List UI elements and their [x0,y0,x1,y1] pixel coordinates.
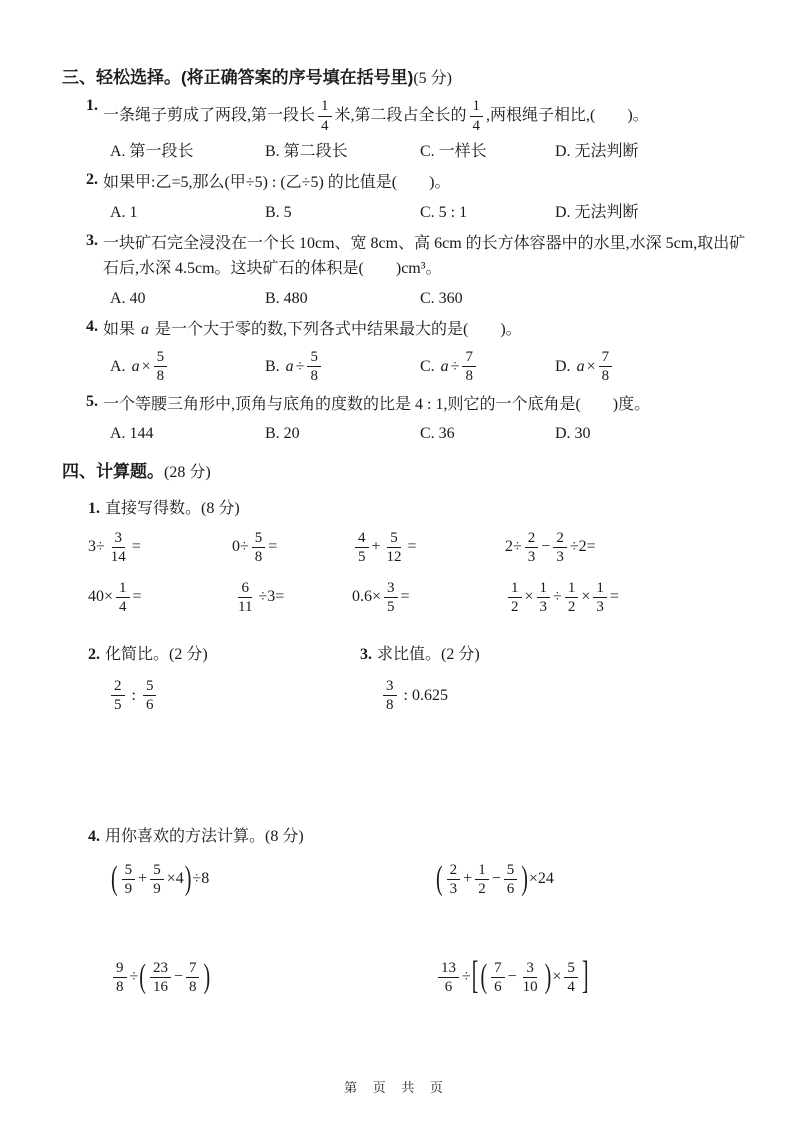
fraction-denominator: 2 [478,881,486,898]
fraction [384,580,398,616]
ratio-value-expression [380,677,747,715]
text: : [127,686,140,704]
option-b [265,201,420,225]
fraction-denominator: 9 [153,881,161,898]
section-three-title: 三、轻松选择。(将正确答案的序号填在括号里) [62,68,414,87]
option-c [420,422,555,446]
fraction [154,349,168,385]
question-1 [62,97,747,135]
option-c [420,201,555,225]
fraction-denominator: 6 [494,979,502,996]
question-number: 5. [86,392,98,410]
options-row-2 [62,201,747,225]
text: A. [110,357,130,375]
fraction [593,580,607,616]
fraction [565,580,579,616]
text: C. 360 [420,289,463,307]
text: D. [555,357,575,375]
fraction [307,349,321,385]
question-3 [62,232,747,282]
fraction [491,960,505,996]
fraction [537,580,551,616]
fraction-numerator: 5 [150,862,164,881]
question-number: 3. [86,232,98,250]
method-expression-2 [435,861,747,899]
option-a [110,140,265,164]
question-5 [62,393,747,418]
fraction-denominator: 3 [539,599,548,616]
simplify-ratio-expression [108,677,360,715]
fraction [470,98,484,134]
fraction-numerator: 1 [318,98,332,117]
fraction-denominator: 3 [556,549,564,566]
fraction-denominator: 4 [472,117,481,134]
fraction-numerator: 3 [112,530,126,549]
fraction-numerator: 2 [447,862,461,881]
text: 一个等腰三角形中,顶角与底角的度数的比是 4 : 1,则它的一个底角是( )度。 [103,395,651,413]
subquestion-3-heading [360,643,747,667]
fraction-numerator: 1 [508,580,522,599]
fraction-denominator: 5 [114,697,122,714]
text: A. 1 [110,204,138,222]
fraction-denominator: 14 [110,549,126,566]
text: × [524,588,534,606]
text: ÷2= [569,538,596,556]
fraction-numerator: 9 [113,960,127,979]
text: 是一个大于零的数,下列各式中结果最大的是( )。 [151,320,522,338]
math-variable: a [131,357,140,375]
fraction-denominator: 8 [156,368,165,385]
text: D. 无法判断 [555,204,639,222]
fraction-numerator: 5 [564,960,578,979]
fraction-numerator: 7 [599,349,613,368]
fraction [108,530,129,566]
subquestion-4-title: 用你喜欢的方法计算。(8 分) [105,827,304,845]
fraction-numerator: 3 [383,678,397,697]
fraction-numerator: 3 [384,580,398,599]
subquestion-3-title: 求比值。(2 分) [377,645,480,663]
section-four-heading [62,460,747,484]
text: D. 30 [555,425,591,443]
text: C. [420,357,439,375]
big-paren: ( [139,958,146,996]
text: × [581,588,591,606]
method-expression-3 [110,959,435,997]
simplify-ratio-block [88,631,360,715]
fraction-numerator: 2 [111,678,125,697]
fraction [235,580,255,616]
text: + [138,870,148,888]
text: = [407,538,417,556]
fraction-numerator: 1 [565,580,579,599]
fraction-denominator: 4 [119,599,127,616]
fraction-denominator: 8 [465,368,473,385]
subquestion-1-number: 1. [88,499,100,517]
text: B. [265,357,284,375]
section-four-score: (28 分) [164,464,211,482]
fraction [520,960,541,996]
fraction-numerator: 7 [186,960,200,979]
section-four-title: 四、计算题。 [62,462,164,482]
fraction-denominator: 6 [145,697,154,714]
fraction-numerator: 1 [537,580,551,599]
fraction-numerator: 23 [150,960,171,979]
fraction-numerator: 13 [438,960,459,979]
fraction-numerator: 3 [523,960,537,979]
text: ÷ [129,968,139,986]
fraction-denominator: 12 [386,549,402,566]
text: B. 5 [265,204,292,222]
page-footer: 第 页 共 页 [344,1080,449,1095]
fraction [508,580,522,616]
question-stem [103,318,747,343]
text: × [586,357,596,375]
fraction [462,349,476,385]
fraction-denominator: 2 [567,599,576,616]
question-number: 1. [86,97,98,115]
fraction [599,349,613,385]
text: C. 5 : 1 [420,204,468,222]
fraction-numerator: 4 [355,530,369,549]
text: : 0.625 [399,686,448,704]
fraction-denominator: 10 [522,979,538,996]
fraction [384,530,405,566]
fraction-denominator: 2 [511,599,519,616]
fraction-numerator: 2 [525,530,539,549]
text: ÷3= [258,588,285,606]
text: ÷ [295,357,305,375]
fraction-numerator: 5 [387,530,401,549]
text: + [371,538,381,556]
subquestion-2-heading [88,643,360,667]
text: 一块矿石完全浸没在一个长 10cm、宽 8cm、高 6cm 的长方体容器中的水里,水深 5cm,取出矿石后,水深 4.5cm。这块矿石的体积是( )cm³。 [103,235,746,277]
text: 如果甲:乙=5,那么(甲÷5) : (乙÷5) 的比值是( )。 [103,174,451,192]
big-paren: ( [111,860,118,898]
subquestion-4-number: 4. [88,827,100,845]
text: A. 144 [110,425,154,443]
section-three-score: (5 分) [413,70,452,87]
option-b [265,348,420,386]
fraction-denominator: 3 [527,549,536,566]
expression-2 [232,529,352,567]
options-row-5 [62,422,747,446]
fraction-numerator: 7 [491,960,505,979]
text: ,两根绳子相比,( )。 [486,106,649,124]
subquestion-1-heading [62,497,747,521]
fraction [150,862,164,898]
question-stem [103,171,747,196]
text: C. 36 [420,425,455,443]
question-stem [103,393,747,418]
math-variable: a [141,320,150,338]
option-b [265,287,420,311]
text: + [463,870,473,888]
question-number: 2. [86,171,98,189]
fraction-numerator: 5 [154,349,168,368]
big-bracket: [ [471,955,479,999]
expression-1 [88,529,232,567]
fraction [438,960,459,996]
fraction [143,678,157,714]
option-a [110,287,265,311]
fraction-denominator: 6 [444,979,453,996]
option-a [110,422,265,446]
text: = [400,588,410,606]
question-stem [103,97,747,135]
big-paren: ) [544,958,552,996]
text: 如果 [103,320,140,338]
fraction [113,960,127,996]
big-paren: ) [521,860,528,898]
text: 3÷ [88,538,105,556]
fraction [525,530,539,566]
ratio-tasks-row [62,631,747,715]
fraction-denominator: 3 [596,599,604,616]
fraction-numerator: 7 [462,349,476,368]
fraction [318,98,332,134]
text: − [491,870,501,888]
fraction [116,580,130,616]
math-variable: a [285,357,294,375]
expression-3 [352,529,505,567]
fraction-denominator: 8 [116,979,124,996]
text: × [552,968,562,986]
question-stem [103,232,747,282]
fraction [252,530,266,566]
method-expression-1 [110,861,435,899]
fraction-numerator: 5 [122,862,136,881]
fraction [553,530,567,566]
option-d [555,140,747,164]
text: B. 20 [265,425,300,443]
options-row-1 [62,140,747,164]
fraction-denominator: 11 [238,599,253,616]
fraction [504,862,518,898]
text: 米,第二段占全长的 [334,106,467,124]
expression-6 [232,579,352,617]
math-variable: a [576,357,585,375]
text: − [507,968,517,986]
subquestion-2-title: 化简比。(2 分) [105,645,208,663]
fraction [447,862,461,898]
expression-8 [505,579,747,617]
fraction [111,678,125,714]
section-three-questions [62,97,747,446]
fraction [122,862,136,898]
fraction-numerator: 1 [593,580,607,599]
section-three-heading [62,66,747,90]
text: = [268,538,278,556]
text: ÷ [462,968,471,986]
fraction-denominator: 16 [152,979,168,996]
text: 0.6× [352,588,382,606]
fraction-denominator: 4 [567,979,575,996]
text: A. 40 [110,289,146,307]
math-variable: a [440,357,449,375]
text: D. 无法判断 [555,143,639,161]
text: = [609,588,619,606]
text: B. 第二段长 [265,143,348,161]
subquestion-3-number: 3. [360,645,372,663]
options-row-3 [62,287,747,311]
fraction [355,530,369,566]
fraction-numerator: 1 [475,862,489,881]
text: − [173,968,183,986]
subquestion-4-heading [62,825,747,849]
ratio-value-block [360,631,747,715]
option-a [110,348,265,386]
fraction-denominator: 6 [506,881,515,898]
fraction-denominator: 5 [358,549,366,566]
subquestion-2-number: 2. [88,645,100,663]
option-c [420,348,555,386]
text: = [132,588,142,606]
fraction [186,960,200,996]
text: × [141,357,151,375]
fraction-denominator: 8 [386,697,394,714]
expression-7 [352,579,505,617]
big-bracket: ] [581,955,589,999]
subquestion-1-title: 直接写得数。(8 分) [105,499,240,517]
big-paren: ) [203,958,211,996]
big-paren: ) [184,860,192,898]
text: = [131,538,141,556]
fraction-numerator: 6 [238,580,252,599]
option-d [555,287,747,311]
text: ×24 [528,870,554,888]
fraction [564,960,578,996]
fraction-numerator: 5 [143,678,157,697]
text: 0÷ [232,538,249,556]
text: 一条绳子剪成了两段,第一段长 [103,106,316,124]
method-calculation-grid [62,861,747,997]
question-2 [62,171,747,196]
text: A. 第一段长 [110,143,194,161]
direct-calculation-grid [62,529,747,617]
question-4 [62,318,747,343]
fraction-denominator: 8 [601,368,610,385]
workspace-blank-area [62,715,747,813]
text: ×4 [166,870,184,888]
fraction-denominator: 4 [321,117,329,134]
option-a [110,201,265,225]
option-b [265,422,420,446]
fraction [475,862,489,898]
text: ÷ [553,588,562,606]
fraction-numerator: 5 [307,349,321,368]
option-c [420,140,555,164]
fraction-denominator: 5 [387,599,395,616]
text: ÷ [450,357,460,375]
fraction-numerator: 5 [504,862,518,881]
option-d [555,422,747,446]
big-paren: ( [436,860,443,898]
options-row-4 [62,348,747,386]
text: − [541,538,551,556]
option-b [265,140,420,164]
fraction-denominator: 8 [310,368,318,385]
text: B. 480 [265,289,308,307]
expression-5 [88,579,232,617]
option-d [555,201,747,225]
fraction-numerator: 1 [116,580,130,599]
big-paren: ( [480,958,488,996]
question-number: 4. [86,317,98,335]
expression-4 [505,529,747,567]
fraction [150,960,171,996]
method-expression-4 [435,955,747,999]
text: 40× [88,588,114,606]
option-d [555,348,747,386]
fraction-numerator: 5 [252,530,266,549]
fraction-denominator: 8 [188,979,197,996]
text: 2÷ [505,538,522,556]
fraction-denominator: 3 [449,881,458,898]
fraction-numerator: 1 [470,98,484,117]
fraction-denominator: 9 [124,881,133,898]
option-c [420,287,555,311]
fraction-denominator: 8 [254,549,263,566]
fraction [383,678,397,714]
fraction-numerator: 2 [553,530,567,549]
text: ÷8 [192,870,210,888]
text: C. 一样长 [420,143,487,161]
